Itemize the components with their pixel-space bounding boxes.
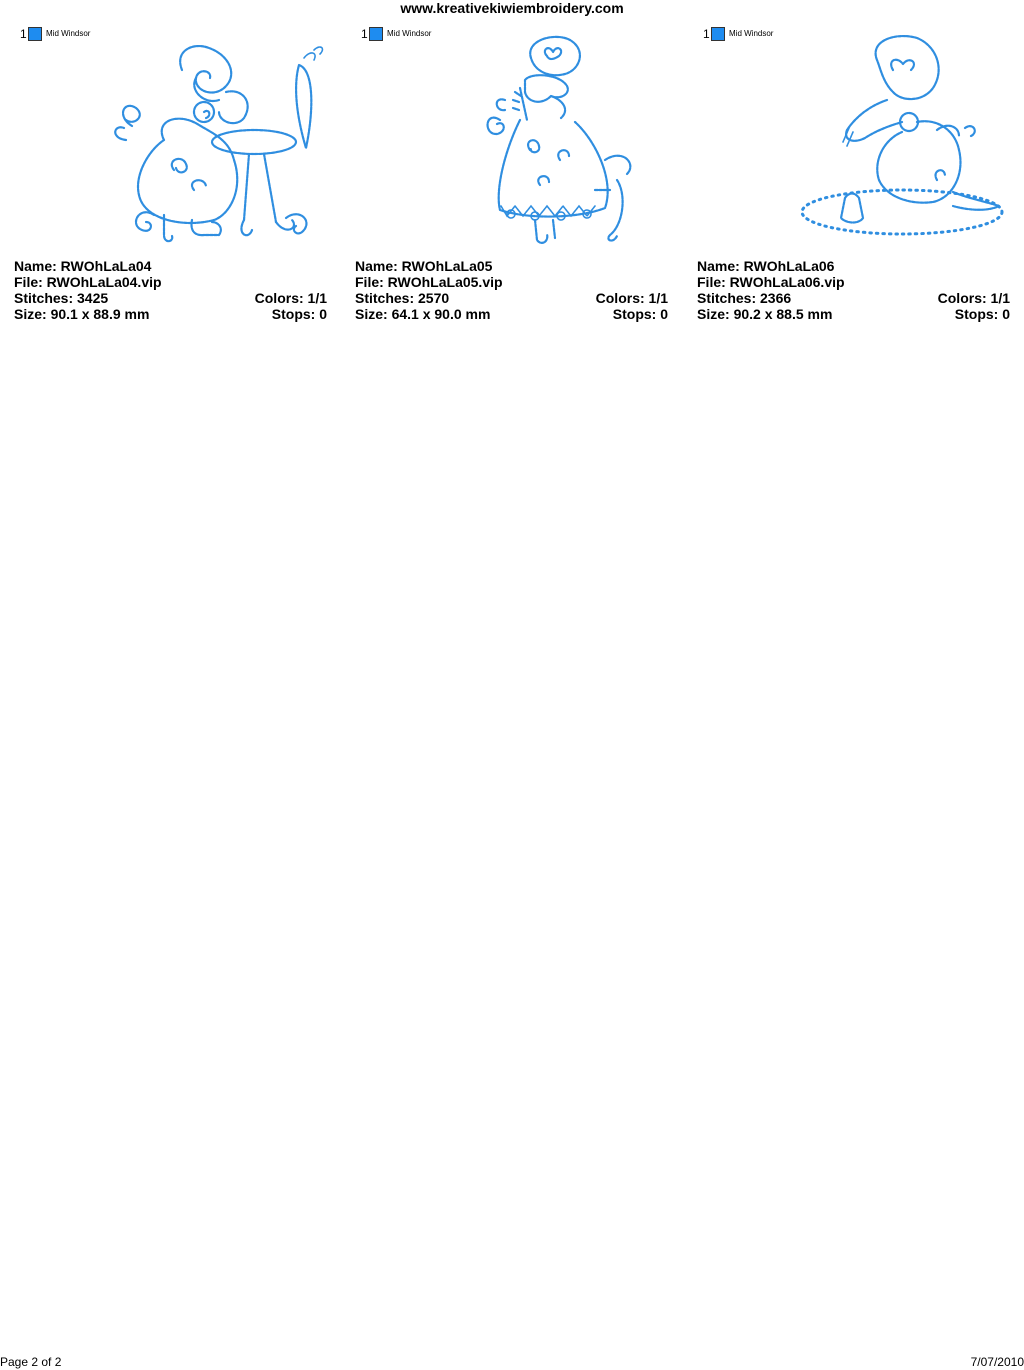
design-colors: Colors: 1/1 (254, 290, 327, 306)
design-colors: Colors: 1/1 (595, 290, 668, 306)
color-name: Mid Windsor (729, 29, 774, 38)
color-name: Mid Windsor (387, 29, 432, 38)
color-index: 1 (703, 27, 710, 41)
design-stitches: Stitches: 2366 (697, 290, 792, 306)
embroidery-preview-lady-vanity (14, 30, 330, 250)
design-info (697, 258, 1010, 322)
color-index: 1 (361, 27, 368, 41)
design-file: File: RWOhLaLa04.vip (14, 274, 162, 290)
design-name: Name: RWOhLaLa06 (697, 258, 835, 274)
design-file: File: RWOhLaLa05.vip (355, 274, 503, 290)
page-number: Page 2 of 2 (0, 1355, 62, 1369)
design-name: Name: RWOhLaLa04 (14, 258, 152, 274)
design-stops: Stops: 0 (612, 306, 668, 322)
design-stitches: Stitches: 3425 (14, 290, 109, 306)
design-size: Size: 90.1 x 88.9 mm (14, 306, 150, 322)
design-stops: Stops: 0 (271, 306, 327, 322)
design-info (355, 258, 668, 322)
design-stitches: Stitches: 2570 (355, 290, 450, 306)
color-name: Mid Windsor (46, 29, 91, 38)
design-card-3 (697, 26, 1013, 326)
design-name: Name: RWOhLaLa05 (355, 258, 493, 274)
color-index: 1 (20, 27, 27, 41)
design-card-2 (355, 26, 671, 326)
design-colors: Colors: 1/1 (937, 290, 1010, 306)
print-date: 7/07/2010 (970, 1355, 1024, 1369)
design-stops: Stops: 0 (954, 306, 1010, 322)
design-size: Size: 90.2 x 88.5 mm (697, 306, 833, 322)
header-url: www.kreativekiwiembroidery.com (400, 0, 624, 16)
design-size: Size: 64.1 x 90.0 mm (355, 306, 491, 322)
embroidery-preview-lady-comb (355, 30, 671, 250)
design-info (14, 258, 327, 322)
design-file: File: RWOhLaLa06.vip (697, 274, 845, 290)
design-card-1 (14, 26, 330, 326)
embroidery-preview-lady-kneeling (697, 30, 1013, 250)
